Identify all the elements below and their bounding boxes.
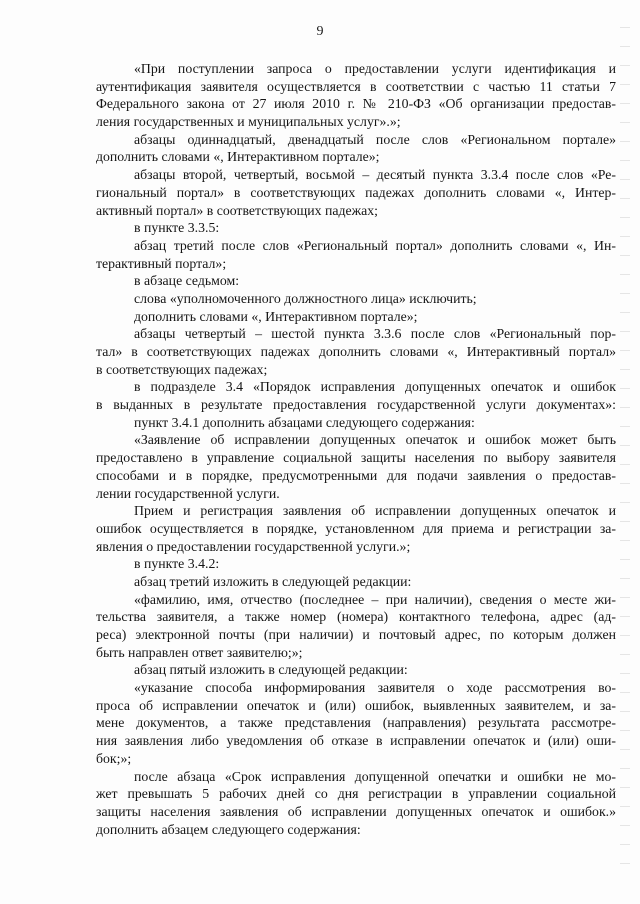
text-line: активный портал» в соответствующих падежах; bbox=[96, 202, 379, 218]
text-line: абзац третий изложить в следующей редакции: bbox=[134, 573, 412, 589]
text-line: в пункте 3.3.5: bbox=[134, 220, 220, 236]
text-line: в абзаце седьмом: bbox=[134, 273, 240, 289]
text-line: явления о предоставлении государственной услуги.»; bbox=[96, 538, 411, 554]
text-line: абзацы второй, четвертый, восьмой – десятый пункта 3.3.4 после слов «Ре- bbox=[134, 167, 616, 183]
text-line: пункт 3.4.1 дополнить абзацами следующего содержания: bbox=[134, 414, 475, 430]
scan-edge-artifact bbox=[620, 20, 630, 880]
document-body bbox=[96, 60, 616, 838]
text-line: в пункте 3.4.2: bbox=[134, 556, 220, 572]
text-line: «указание способа информирования заявителя о ходе рассмотрения во- bbox=[134, 680, 616, 696]
text-line: Федерального закона от 27 июля 2010 г. № 210-ФЗ «Об организации предостав- bbox=[96, 96, 616, 112]
text-line: предоставлено в управление социальной защиты населения по выбору заявителя bbox=[96, 450, 616, 466]
text-line: быть направлен ответ заявителю;»; bbox=[96, 644, 303, 660]
text-line: абзацы одиннадцатый, двенадцатый после слов «Региональном портале» bbox=[134, 131, 616, 147]
text-line: проса об исправлении опечаток и (или) ошибок, выявленных заявителем, и за- bbox=[96, 697, 616, 713]
page-number: 9 bbox=[316, 24, 324, 39]
text-line: дополнить словами «, Интерактивном портале»; bbox=[96, 149, 380, 165]
text-line: ошибок осуществляется в порядке, установленном для приема и регистрации за- bbox=[96, 520, 616, 536]
text-line: в выданных в результате предоставления государственной услуги документах»: bbox=[96, 397, 616, 413]
text-line: тал» в соответствующих падежах дополнить словами «, Интерактивный портал» bbox=[96, 344, 616, 359]
text-line: в соответствующих падежах; bbox=[96, 361, 268, 377]
text-line: тельства заявителя, а также номер (номера) контактного телефона, адрес (ад- bbox=[96, 609, 616, 625]
text-line: реса) электронной почты (при наличии) и почтовый адрес, по которым должен bbox=[96, 627, 616, 642]
text-line: аутентификация заявителя осуществляется в соответствии с частью 11 статьи 7 bbox=[96, 78, 616, 94]
text-line: мене документов, а также представления (направления) результата рассмотре- bbox=[96, 715, 616, 731]
text-line: после абзаца «Срок исправления допущенной опечатки и ошибки не мо- bbox=[134, 768, 616, 784]
text-line: дополнить абзацем следующего содержания: bbox=[96, 821, 361, 837]
text-line: ления государственных и муниципальных услуг».»; bbox=[96, 114, 401, 130]
text-line: абзацы четвертый – шестой пункта 3.3.6 после слов «Региональный пор- bbox=[134, 326, 616, 342]
text-line: защиты населения заявления об исправлении допущенных опечаток и ошибок.» bbox=[96, 803, 616, 819]
text-line: в подразделе 3.4 «Порядок исправления допущенных опечаток и ошибок bbox=[134, 379, 616, 395]
text-line: «Заявление об исправлении допущенных опечаток и ошибок может быть bbox=[134, 432, 616, 448]
text-line: слова «уполномоченного должностного лица» исключить; bbox=[134, 290, 477, 306]
text-line: лении государственной услуги. bbox=[96, 485, 280, 501]
text-line: терактивный портал»; bbox=[96, 255, 227, 271]
text-line: гиональный портал» в соответствующих падежах дополнить словами «, Интер- bbox=[96, 184, 616, 200]
text-line: способами и в порядке, предусмотренными для подачи заявления о предостав- bbox=[96, 467, 616, 483]
text-line: бок;»; bbox=[96, 750, 132, 766]
text-line: дополнить словами «, Интерактивном портале»; bbox=[134, 308, 418, 324]
text-line: Прием и регистрация заявления об исправлении допущенных опечаток и bbox=[134, 503, 616, 519]
text-line: абзац пятый изложить в следующей редакции: bbox=[134, 662, 408, 678]
text-line: «фамилию, имя, отчество (последнее – при наличии), сведения о месте жи- bbox=[134, 591, 616, 607]
text-line: «При поступлении запроса о предоставлении услуги идентификация и bbox=[134, 61, 616, 76]
text-line: жет превышать 5 рабочих дней со дня регистрации в управлении социальной bbox=[96, 786, 616, 802]
text-line: абзац третий после слов «Региональный портал» дополнить словами «, Ин- bbox=[134, 237, 616, 253]
text-line: ния заявления либо уведомления об отказе в исправлении опечаток и (или) оши- bbox=[96, 733, 616, 749]
